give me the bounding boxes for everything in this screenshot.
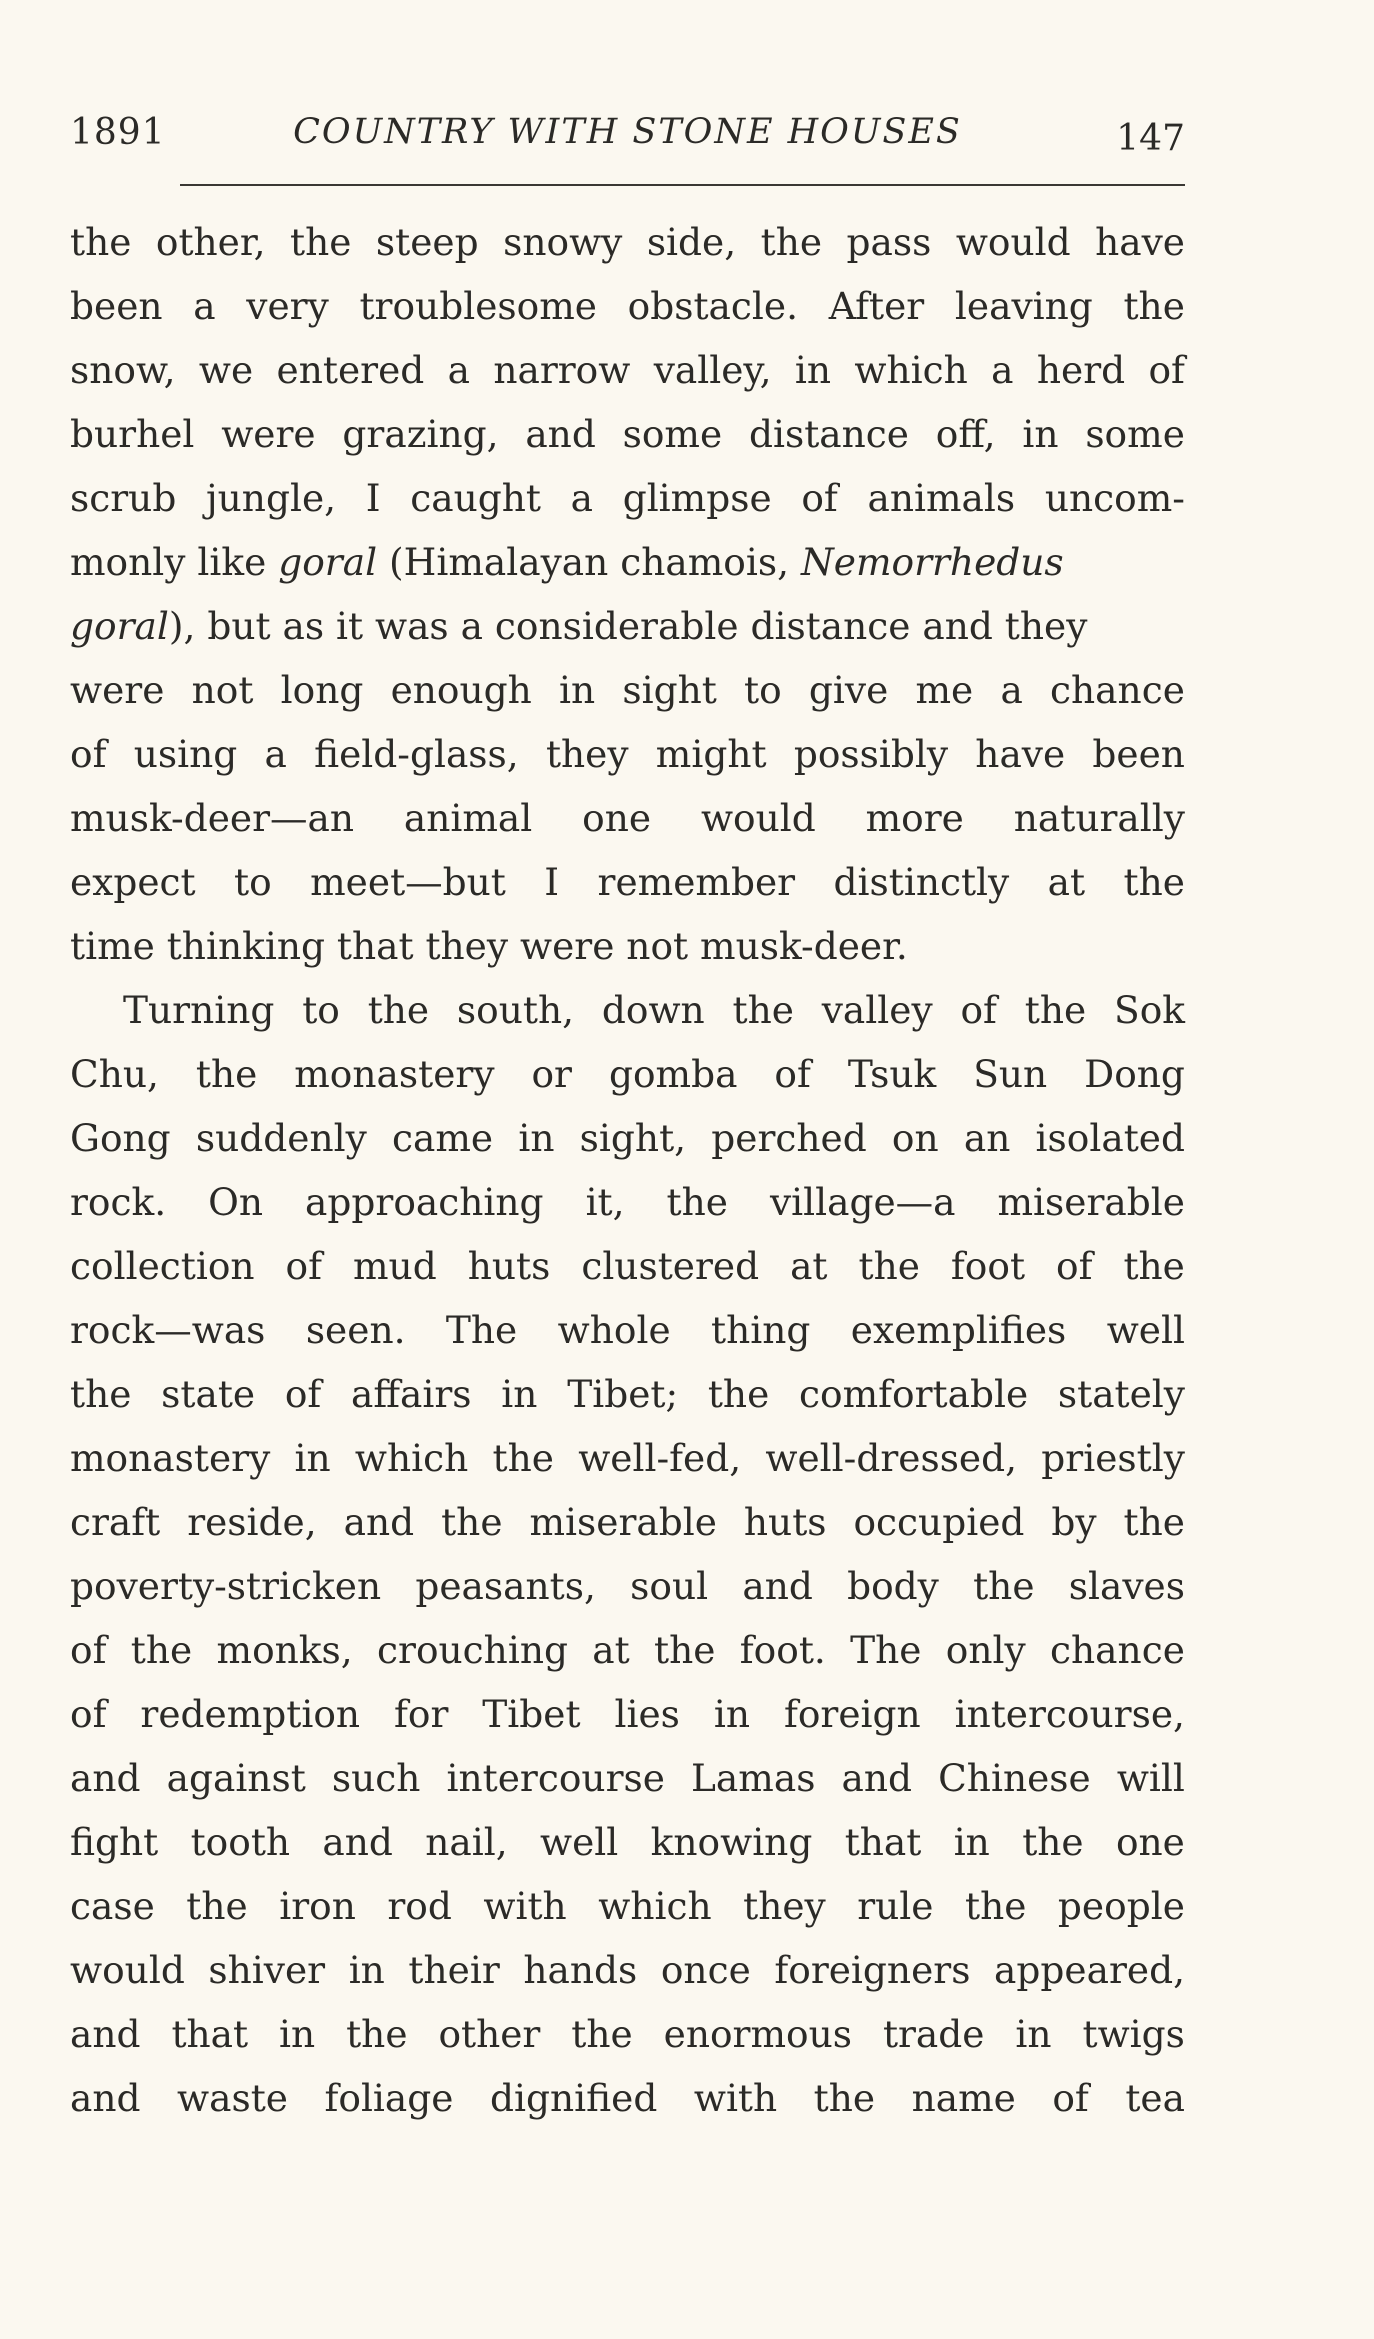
word: enough — [390, 668, 532, 712]
running-header — [70, 112, 1185, 172]
word: entered — [276, 348, 425, 392]
word: the — [1123, 1500, 1185, 1544]
word: been — [70, 284, 163, 328]
word: village—a — [769, 1180, 956, 1224]
word: me — [915, 668, 974, 712]
word: the — [441, 1500, 503, 1544]
word: miserable — [997, 1180, 1185, 1224]
text-line — [70, 1874, 1185, 1938]
word: been — [1092, 732, 1185, 776]
word: side, — [646, 220, 737, 264]
word: foreigners — [774, 1948, 971, 1992]
word: jungle, — [206, 476, 337, 520]
text-line — [70, 722, 1185, 786]
italic-term-goral: goral — [70, 604, 169, 648]
word: which — [598, 1884, 712, 1928]
word: their — [408, 1948, 500, 1992]
word: slaves — [1068, 1564, 1185, 1608]
word: in — [1022, 412, 1059, 456]
word: of — [801, 476, 838, 520]
word: animals — [867, 476, 1016, 520]
word: of — [960, 988, 997, 1032]
word: of — [70, 1692, 107, 1736]
word: comfortable — [799, 1372, 1029, 1416]
word: monastery — [70, 1436, 271, 1480]
word: foot — [950, 1244, 1026, 1288]
word: clustered — [581, 1244, 760, 1288]
word: for — [393, 1692, 449, 1736]
word: occupied — [853, 1500, 1025, 1544]
word: an — [963, 1116, 1011, 1160]
word: isolated — [1035, 1116, 1185, 1160]
word: Tibet — [482, 1692, 581, 1736]
word: priestly — [1041, 1436, 1185, 1480]
word: south, — [456, 988, 575, 1032]
word: The — [445, 1308, 518, 1352]
word: tea — [1125, 2076, 1185, 2120]
text-line — [70, 1042, 1185, 1106]
word: of — [70, 1628, 107, 1672]
word: in — [294, 1436, 331, 1480]
word: reside, — [187, 1500, 317, 1544]
word: naturally — [1013, 796, 1185, 840]
word: came — [392, 1116, 494, 1160]
word: mud — [353, 1244, 437, 1288]
word: whole — [557, 1308, 671, 1352]
word: in — [518, 1116, 555, 1160]
word: were — [70, 668, 165, 712]
word: with — [693, 2076, 778, 2120]
word: affairs — [351, 1372, 472, 1416]
text-line — [70, 1362, 1185, 1426]
running-year: 1891 — [70, 112, 166, 153]
word: Dong — [1084, 1052, 1185, 1096]
word: dignified — [489, 2076, 658, 2120]
word: scrub — [70, 476, 177, 520]
word: glimpse — [622, 476, 772, 520]
word: obstacle. — [627, 284, 799, 328]
word: the — [290, 220, 352, 264]
word: we — [198, 348, 254, 392]
text-segment: monly like — [70, 540, 279, 584]
word: knowing — [650, 1820, 813, 1864]
word: expect — [70, 860, 196, 904]
word: were — [221, 412, 316, 456]
word: sight — [622, 668, 717, 712]
word: the — [1123, 284, 1185, 328]
word: and — [70, 2012, 141, 2056]
word: intercourse — [446, 1756, 665, 1800]
word: Sun — [973, 1052, 1048, 1096]
word: of — [774, 1052, 811, 1096]
word: very — [246, 284, 329, 328]
word: in — [1015, 2012, 1052, 2056]
header-rule — [180, 184, 1185, 186]
word: chance — [1050, 668, 1185, 712]
word: long — [280, 668, 364, 712]
text-line — [70, 594, 1185, 658]
word: rule — [857, 1884, 934, 1928]
word: the — [346, 2012, 408, 2056]
word: that — [171, 2012, 249, 2056]
word: state — [161, 1372, 256, 1416]
word: pass — [846, 220, 932, 264]
word: leaving — [954, 284, 1093, 328]
word: by — [1051, 1500, 1097, 1544]
word: collection — [70, 1244, 255, 1288]
word: in — [559, 668, 596, 712]
word: a — [264, 732, 287, 776]
word: monastery — [294, 1052, 495, 1096]
word: the — [195, 1052, 258, 1096]
text-line — [70, 1810, 1185, 1874]
word: troublesome — [359, 284, 597, 328]
word: have — [1095, 220, 1185, 264]
word: which — [354, 1436, 469, 1480]
text-line — [70, 2002, 1185, 2066]
word: huts — [467, 1244, 551, 1288]
word: craft — [70, 1500, 161, 1544]
word: some — [622, 412, 723, 456]
word: one — [582, 796, 652, 840]
word: in — [279, 2012, 316, 2056]
word: huts — [743, 1500, 827, 1544]
word: and — [525, 412, 596, 456]
word: and — [742, 1564, 813, 1608]
word: shiver — [208, 1948, 326, 1992]
word: well-fed, — [578, 1436, 742, 1480]
word: Tsuk — [847, 1052, 937, 1096]
word: body — [847, 1564, 939, 1608]
word: the — [70, 220, 132, 264]
word: against — [166, 1756, 306, 1800]
word: Chu, — [70, 1052, 159, 1096]
word: snowy — [503, 220, 623, 264]
text-line — [70, 1746, 1185, 1810]
word: intercourse, — [954, 1692, 1185, 1736]
word: one — [1115, 1820, 1185, 1864]
text-line — [70, 850, 1185, 914]
word: well — [540, 1820, 619, 1864]
running-title: COUNTRY WITH STONE HOUSES — [293, 112, 962, 152]
word: foliage — [324, 2076, 454, 2120]
word: On — [208, 1180, 264, 1224]
word: the — [492, 1436, 554, 1480]
word: stately — [1057, 1372, 1185, 1416]
word: the — [1123, 1244, 1185, 1288]
word: and — [841, 1756, 913, 1800]
word: in — [501, 1372, 538, 1416]
text-line — [70, 1490, 1185, 1554]
word: give — [808, 668, 889, 712]
word: on — [891, 1116, 939, 1160]
word: might — [655, 732, 767, 776]
word: approaching — [305, 1180, 544, 1224]
word: distinctly — [833, 860, 1010, 904]
word: the — [367, 988, 430, 1032]
word: iron — [279, 1884, 356, 1928]
word: in — [953, 1820, 990, 1864]
word: the — [760, 220, 823, 264]
word: a — [991, 348, 1014, 392]
word: that — [844, 1820, 922, 1864]
word: to — [744, 668, 782, 712]
word: Tibet; — [567, 1372, 679, 1416]
word: exemplifies — [850, 1308, 1067, 1352]
word: would — [955, 220, 1071, 264]
word: well — [1106, 1308, 1185, 1352]
word: with — [483, 1884, 567, 1928]
text-line — [70, 2066, 1185, 2130]
word: soul — [630, 1564, 709, 1608]
text-line — [70, 1170, 1185, 1234]
word: hands — [523, 1948, 638, 1992]
word: or — [531, 1052, 572, 1096]
word: fight — [70, 1820, 159, 1864]
word: of — [285, 1244, 323, 1288]
word: down — [601, 988, 705, 1032]
word: waste — [177, 2076, 288, 2120]
word: possibly — [793, 732, 949, 776]
word: would — [700, 796, 816, 840]
word: the — [732, 988, 794, 1032]
word: it, — [585, 1180, 625, 1224]
paragraph-start — [70, 978, 1185, 1042]
word: will — [1116, 1756, 1185, 1800]
word: of — [1148, 348, 1185, 392]
word: animal — [403, 796, 533, 840]
word: they — [545, 732, 629, 776]
word: perched — [711, 1116, 867, 1160]
word: Gong — [70, 1116, 171, 1160]
word: at — [790, 1244, 828, 1288]
word: tooth — [190, 1820, 291, 1864]
word: foot. — [739, 1628, 826, 1672]
word: suddenly — [195, 1116, 367, 1160]
word: nail, — [425, 1820, 508, 1864]
text-line — [70, 1234, 1185, 1298]
word: the — [130, 1628, 193, 1672]
text-line — [70, 402, 1185, 466]
text-line — [70, 1298, 1185, 1362]
word: musk-deer—an — [70, 796, 355, 840]
word: meet—but — [310, 860, 506, 904]
word: gomba — [608, 1052, 738, 1096]
word: of — [70, 732, 107, 776]
word: of — [1056, 1244, 1093, 1288]
word: in — [794, 348, 832, 392]
word: and — [70, 1756, 141, 1800]
word: peasants, — [415, 1564, 596, 1608]
text-segment: ), but as it was a considerable distance and they — [168, 604, 1088, 648]
word: a — [570, 476, 594, 520]
word: grazing, — [342, 412, 499, 456]
word: appeared, — [994, 1948, 1185, 1992]
word: rock. — [70, 1180, 167, 1224]
word: some — [1085, 412, 1185, 456]
word: monks, — [216, 1628, 353, 1672]
word: valley — [821, 988, 933, 1032]
word: rod — [387, 1884, 452, 1928]
word: caught — [410, 476, 541, 520]
word: Sok — [1114, 988, 1185, 1032]
word: other — [438, 2012, 541, 2056]
word: snow, — [70, 348, 176, 392]
word: remember — [597, 860, 796, 904]
word: and — [343, 1500, 415, 1544]
word: at — [592, 1628, 630, 1672]
word: field-glass, — [314, 732, 519, 776]
word: and — [70, 2076, 141, 2120]
word: case — [70, 1884, 155, 1928]
word: well-dressed, — [765, 1436, 1018, 1480]
word: people — [1057, 1884, 1185, 1928]
word: a — [447, 348, 470, 392]
word: the — [965, 1884, 1027, 1928]
word: the — [666, 1180, 728, 1224]
text-line — [70, 274, 1185, 338]
word: I — [544, 860, 560, 904]
word: enormous — [663, 2012, 853, 2056]
italic-term-nemorrhedus: Nemorrhedus — [800, 540, 1064, 584]
word: rock—was — [70, 1308, 266, 1352]
word: they — [743, 1884, 826, 1928]
word: the — [973, 1564, 1035, 1608]
word: have — [975, 732, 1066, 776]
text-line — [70, 1426, 1185, 1490]
word: a — [1000, 668, 1023, 712]
word: at — [1047, 860, 1086, 904]
word: narrow — [493, 348, 631, 392]
text-line — [70, 338, 1185, 402]
word: burhel — [70, 412, 195, 456]
word: Chinese — [938, 1756, 1091, 1800]
word: name — [911, 2076, 1016, 2120]
page-number: 147 — [1116, 118, 1185, 159]
text-line — [70, 658, 1185, 722]
word: poverty-stricken — [70, 1564, 382, 1608]
word: in — [713, 1692, 751, 1736]
word: of — [284, 1372, 322, 1416]
text-line — [70, 1554, 1185, 1618]
text-line — [70, 530, 1185, 594]
word: off, — [935, 412, 996, 456]
word: and — [322, 1820, 393, 1864]
word: The — [850, 1628, 922, 1672]
word: the — [186, 1884, 248, 1928]
text-line — [70, 466, 1185, 530]
word: chance — [1050, 1628, 1185, 1672]
word: seen. — [305, 1308, 406, 1352]
text-line — [70, 1618, 1185, 1682]
word: After — [828, 284, 925, 328]
word: the — [1022, 1820, 1084, 1864]
word: Turning — [123, 988, 275, 1032]
word: the — [1024, 988, 1087, 1032]
word: the — [571, 2012, 633, 2056]
word: the — [858, 1244, 920, 1288]
word: valley, — [653, 348, 772, 392]
text-segment: (Himalayan chamois, — [377, 540, 801, 584]
word: uncom- — [1044, 476, 1185, 520]
word: using — [133, 732, 238, 776]
word: the — [1123, 860, 1185, 904]
word: not — [191, 668, 254, 712]
word: steep — [375, 220, 479, 264]
word: which — [854, 348, 968, 392]
word: distance — [748, 412, 909, 456]
word: redemption — [140, 1692, 361, 1736]
body-text — [70, 210, 1185, 2130]
word: in — [348, 1948, 385, 1992]
word: the — [707, 1372, 770, 1416]
word: to — [234, 860, 272, 904]
word: the — [654, 1628, 716, 1672]
word: the — [70, 1372, 132, 1416]
word: sight, — [579, 1116, 687, 1160]
text-line — [70, 1682, 1185, 1746]
text-line: time thinking that they were not musk-deer. — [70, 924, 908, 968]
word: would — [70, 1948, 185, 1992]
word: miserable — [529, 1500, 717, 1544]
text-line — [70, 786, 1185, 850]
word: I — [365, 476, 381, 520]
word: herd — [1036, 348, 1126, 392]
word: other, — [155, 220, 266, 264]
word: trade — [882, 2012, 985, 2056]
word: once — [660, 1948, 751, 1992]
word: thing — [711, 1308, 811, 1352]
word: more — [865, 796, 964, 840]
word: lies — [614, 1692, 680, 1736]
text-line — [70, 1938, 1185, 2002]
word: to — [302, 988, 340, 1032]
word: twigs — [1082, 2012, 1185, 2056]
word: foreign — [783, 1692, 921, 1736]
word: such — [331, 1756, 421, 1800]
word: crouching — [377, 1628, 568, 1672]
text-line — [70, 1106, 1185, 1170]
word: of — [1052, 2076, 1089, 2120]
word: the — [813, 2076, 876, 2120]
word: a — [193, 284, 216, 328]
text-line — [70, 210, 1185, 274]
italic-term-goral: goral — [278, 540, 378, 584]
word: Lamas — [691, 1756, 816, 1800]
word: only — [945, 1628, 1026, 1672]
